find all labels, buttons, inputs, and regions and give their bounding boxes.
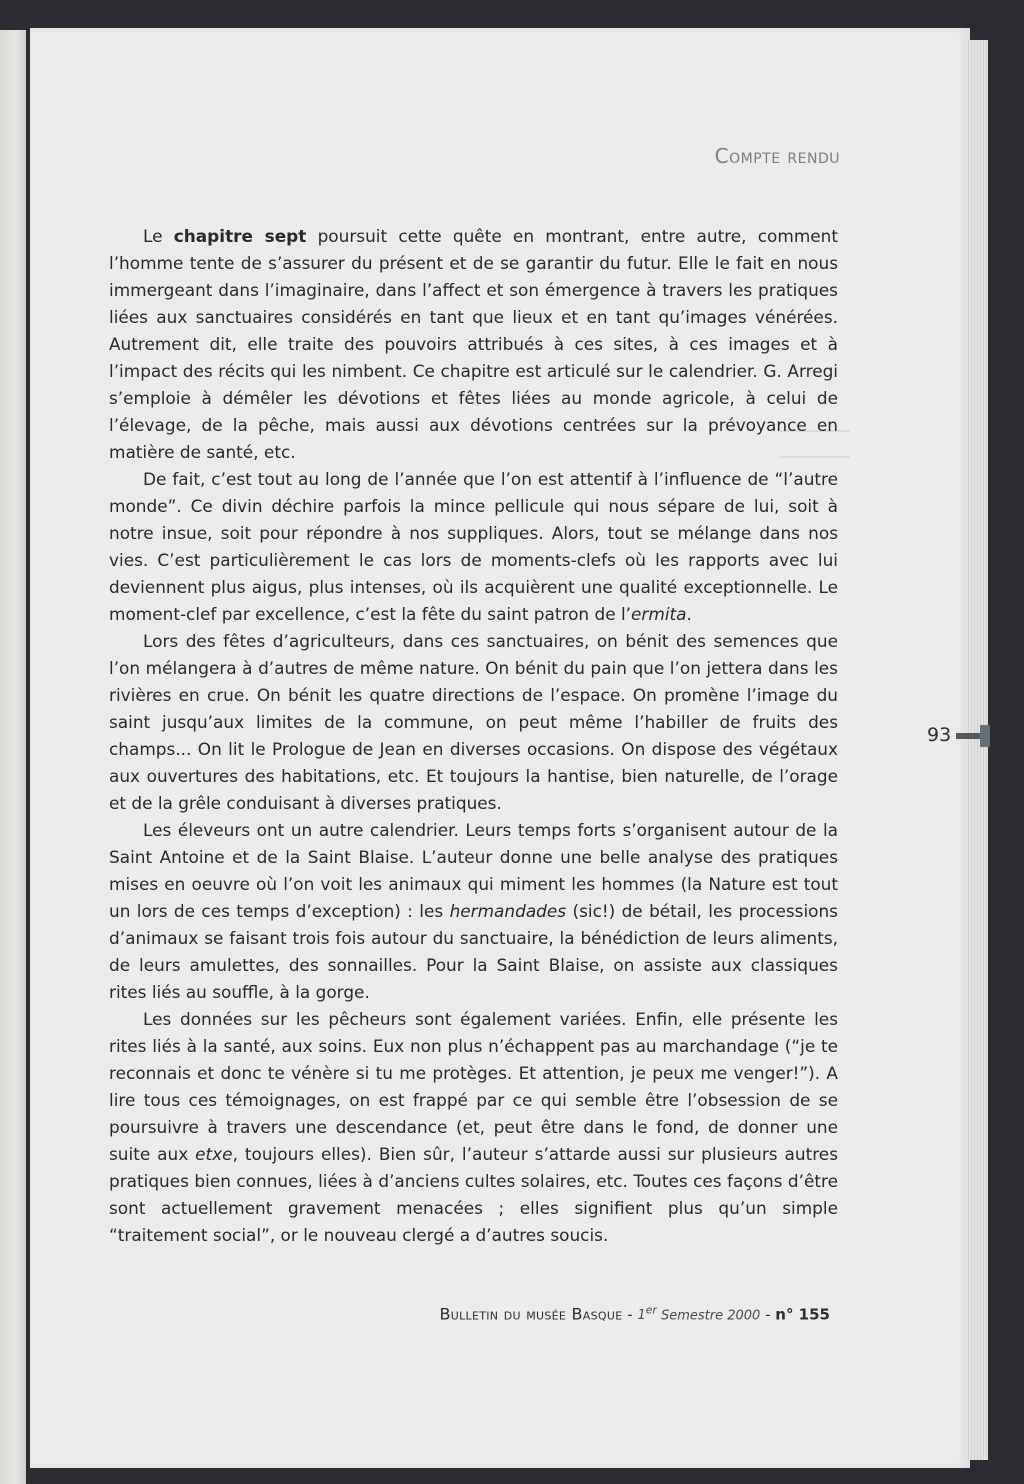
footer-separator-1: - [622,1305,638,1324]
p5-rest: , toujours elles). Bien sûr, l’auteur s’attarde aussi sur plusieurs autres pratiques bien connues, liées à d’anciens cultes solaires, etc. Toutes ces façons d’être sont actuellement gravement menacées ; elles signifient plus qu’un simple “traitement social”, or le nouveau clergé a d’autres soucis. [109,1144,838,1245]
issue-ordinal [637,1304,657,1324]
issue-ordinal-suffix: er [645,1304,657,1317]
article-body [109,223,838,1249]
p1-rest: poursuit cette quête en montrant, entre autre, comment l’homme tente de s’assurer du présent et de se garantir du futur. Elle le fait en nous immergeant dans l’imaginaire, dans l’affect et son émergence à travers les pratiques liées aux sanctuaires considérés en tant que lieux et en tant qu’images vénérées. Autrement dit, elle traite des pouvoirs attribués à ces sites, à ces images et à l’impact des récits qui les nimbent. Ce chapitre est articulé sur le calendrier. G. Arregi s’emploie à démêler les dévotions et fêtes liées au monde agricole, à celui de l’élevage, de la pêche, mais aussi aux dévotions centrées sur la prévoyance en matière de santé, etc. [109,226,839,462]
page-stack-edge [966,40,988,1460]
p2-start: De fait, c’est tout au long de l’année que l’on est attentif à l’influence de “l’autre monde”. Ce divin déchire parfois la mince pellicule qui nous sépare de lui, soit à notre insue, soit pour répondre à nos suppliques. Alors, tout se mélange dans nos vies. C’est particulièrement le cas lors de moments-clefs où les rapports avec lui deviennent plus aigus, plus intenses, où ils acquièrent une qualité exceptionnelle. Le moment-clef par excellence, c’est la fête du saint patron de l’ [109,469,838,624]
p1-start: Le [143,226,174,246]
left-page-edge [0,30,26,1484]
p5-italic: etxe [195,1144,233,1164]
chapter-emphasis: chapitre sept [173,226,307,246]
running-head: Compte rendu [714,144,840,168]
paragraph-1 [109,223,838,466]
footer-citation [380,1304,830,1323]
p4-start: Les éleveurs ont un autre calendrier. Leurs temps forts s’organisent autour de la Saint Antoine et de la Saint Blaise. L’auteur donne une belle analyse des pratiques mises en oeuvre où l’on voit les animaux qui miment les hommes (la Nature est tout un lors de ces temps d’exception) : les [109,820,838,921]
p4-italic: hermandades [449,901,567,921]
paragraph-3: Lors des fêtes d’agriculteurs, dans ces sanctuaires, on bénit des semences que l’on mélangera à d’autres de même nature. On bénit du pain que l’on jettera dans les rivières en crue. On bénit les quatre directions de l’espace. On promène l’image du saint jusqu’aux limites de la commune, on peut même l’habiller de fruits des champs... On lit le Prologue de Jean en diverses occasions. On dispose des végétaux aux ouvertures des habitations, etc. Et toujours la hantise, bien naturelle, de l’orage et de la grêle conduisant à diverses pratiques. [109,631,838,813]
footer-separator-2: - [760,1305,776,1324]
p4-rest: (sic!) de bétail, les processions d’animaux se faisant trois fois autour du sanctuaire, la bénédiction de leurs aliments, de leurs amulettes, des sonnailles. Pour la Saint Blaise, on assiste aux classiques rites liés au souffle, à la gorge. [109,901,838,1002]
p5-start: Les données sur les pêcheurs sont également variées. Enfin, elle présente les rites liés à la santé, aux soins. Eux non plus n’échappent pas au marchandage (“je te reconnais et donc te vénère si tu me protèges. Et attention, je peux me venger!”). A lire tous ces témoignages, on est frappé par ce qui semble être l’obsession de se poursuivre à travers une descendance (et, peut être dans le fond, de donner une suite aux [109,1009,838,1164]
issue-ordinal-number: 1 [637,1308,646,1324]
paragraph-2 [109,466,838,628]
issue-number: n° 155 [775,1305,830,1324]
journal-title: Bulletin du musée Basque [439,1304,623,1324]
issue-semester: Semestre 2000 [656,1308,761,1324]
page-number: 93 [927,724,952,746]
p2-italic: ermita [631,604,687,624]
paragraph-4 [109,817,838,1006]
p2-rest: . [686,604,692,624]
paragraph-5 [109,1006,838,1249]
page-number-tab [980,725,990,747]
